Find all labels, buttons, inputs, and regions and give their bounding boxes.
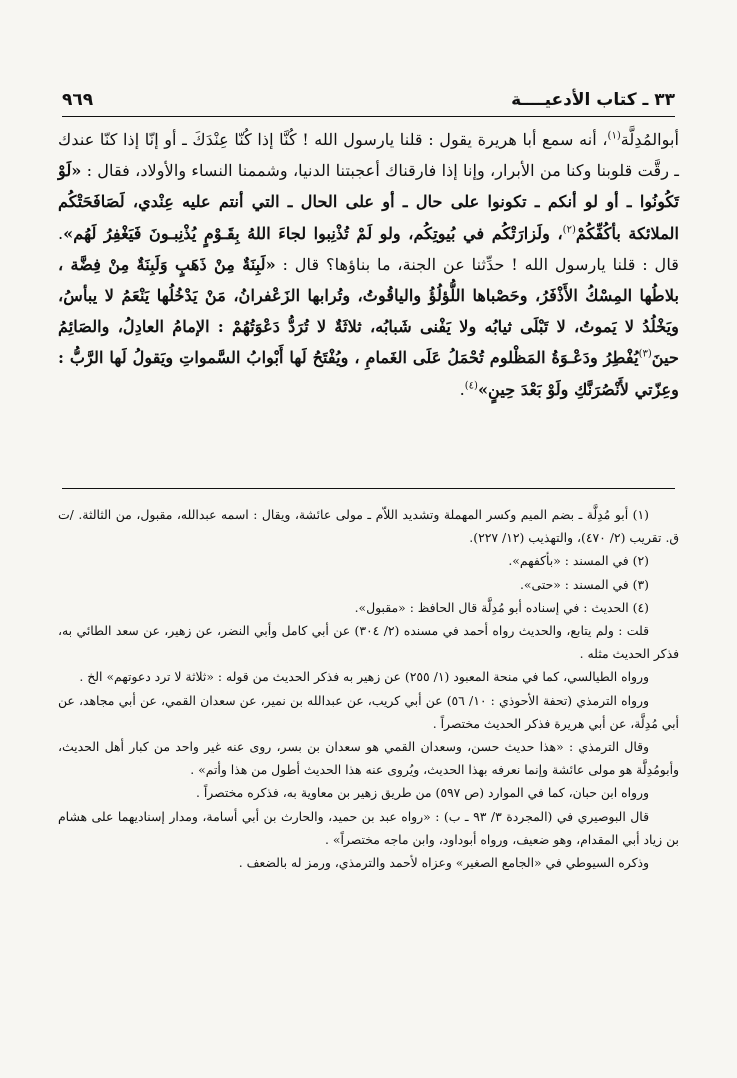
hadith-end: . <box>459 379 465 399</box>
footnote-ref-2: (٢) <box>562 224 576 236</box>
footnote-divider <box>62 488 675 489</box>
prophetic-quote-1: «لَوْ تَكُونُوا ـ أو لو أنكم ـ تكونوا على حال ـ أو على الحال ـ التي أنتم عليه عِنْدي، لَصَافَحَتْكُم الملائكة بأكُفِّكُمْ <box>58 161 679 243</box>
running-header <box>62 84 675 117</box>
prophetic-quote-4: يُفْطِرُ ودَعْـوَةُ المَظْلوم تُحْمَلُ عَلَى الغَمامِ ، ويُفْتَحُ لَها أَبْوابُ السَّمواتِ ويَقولُ لَها الرَّبُّ : وعِزّتي لأَنْصُرَنَّكِ ولَوْ بَعْدَ حِينٍ» <box>58 348 679 399</box>
commentary-1: قلت : ولم يتابع، والحديث رواه أحمد في مسنده (٢/ ٣٠٤) عن أبي كامل وأبي النضر، عن زهير، عن سعد الطائي به، فذكر الحديث مثله . <box>58 623 679 662</box>
footnote-ref-1: (١) <box>607 130 621 142</box>
prophetic-quote-3: «لَبِنَةٌ مِنْ ذَهَبٍ وَلَبِنَةٌ مِنْ فِضَّة ، بلاطُها المِسْكُ الأَذْفَرُ، وحَصْباها اللُّؤلُؤُ والياقُوتُ، وتُرابها الزَعْفرانُ، مَنْ يَدْخُلُها يَنْعَمُ لا يبأسُ، ويَخْلُدُ لا يَموتُ، لا تَبْلَى ثيابُه ولا يَفْنى شَبابُه، ثلاثَةٌ لا تُرَدُّ دَعْوَتُهُمْ : الإمامُ العادِلُ، والصَائِمُ حينَ <box>58 254 679 368</box>
commentary-6: قال البوصيري في (المجردة ٣/ ٩٣ ـ ب) : «رواه عبد بن حميد، والحارث بن أبي أسامة، ومدار إسناديهما على هشام بن زياد أبي المقدام، وهو ضعيف، ورواه أبوداود، وابن ماجه مختصراً» . <box>58 808 679 847</box>
footnote-3: (٣) في المسند : «حتى». <box>519 576 649 592</box>
footnote-ref-3: (٣) <box>638 349 652 361</box>
commentary-7: وذكره السيوطي في «الجامع الصغير» وعزاه لأحمد والترمذي، ورمز له بالضعف . <box>238 855 649 871</box>
commentary-3: ورواه الترمذي (تحفة الأحوذي : ١٠/ ٥٦) عن أبي كريب، عن عبدالله بن نمير، عن سعدان القمي، عن أبي مجاهد، عن أبي مُدِلَّة، عن أبي هريرة فذكر الحديث مختصراً . <box>58 692 679 731</box>
narrator-name: أبوالمُدِلَّة <box>620 130 679 149</box>
hadith-paragraph <box>58 124 679 405</box>
prophetic-quote-2: ، ولَزارَتْكُم في بُيوتِكُم، ولو لَمْ تُذْنِبوا لجاءَ اللهُ بِقَـوْمٍ يُذْنِبـونَ فَيَغْفِرُ لَهُم» <box>63 223 563 243</box>
commentary-2: ورواه الطيالسي، كما في منحة المعبود (١/ ٢٥٥) عن زهير به فذكر الحديث من قوله : «ثلاثة لا ترد دعوتهم» الخ . <box>79 669 649 685</box>
footnote-1: (١) أبو مُدِلَّة ـ بضم الميم وكسر المهملة وتشديد اللاّم ـ مولى عائشة، ويقال : اسمه عبدالله، مقبول، من الثالثة. /ت ق. تقريب (٢/ ٤٧٠)، والتهذيب (١٢/ ٢٢٧). <box>58 507 679 546</box>
footnote-2: (٢) في المسند : «بأكفهم». <box>508 553 649 569</box>
hadith-intro: ، أنه سمع أبا هريرة يقول : قلنا يارسول الله ! كُنَّا إذا كُنّا عِنْدَكَ ـ أو إنّا إذا كنّا عندك ـ رقَّت قلوبنا وكنا من الأبرار، وإنا إذا فارقناك أعجبتنا الدنيا، وشممنا النساء والأولاد، فقال : <box>58 130 679 181</box>
commentary-5: ورواه ابن حبان، كما في الموارد (ص ٥٩٧) من طريق زهير بن معاوية به، فذكره مختصراً . <box>195 785 649 801</box>
commentary-4: وقال الترمذي : «هذا حديث حسن، وسعدان القمي هو سعدان بن بسر، روى عنه غير واحد من كبار أهل الحديث، وأبومُدِلَّة هو مولى عائشة وإنما نعرفه بهذا الحديث، ويُروى عنه هذا الحديث أطول من هذا وأتم» . <box>58 739 679 778</box>
main-text <box>58 124 679 405</box>
chapter-title: ٣٣ ـ كتاب الأدعيــــة <box>511 90 675 110</box>
footnotes <box>58 503 679 874</box>
footnote-4: (٤) الحديث : في إسناده أبو مُدِلَّة قال الحافظ : «مقبول». <box>354 599 649 615</box>
hadith-question: . قال : قلنا يارسول الله ! حدِّثنا عن الجنة، ما بناؤها؟ قال : <box>58 223 679 274</box>
page-number: ٩٦٩ <box>62 90 94 110</box>
footnote-ref-4: (٤) <box>464 380 478 392</box>
